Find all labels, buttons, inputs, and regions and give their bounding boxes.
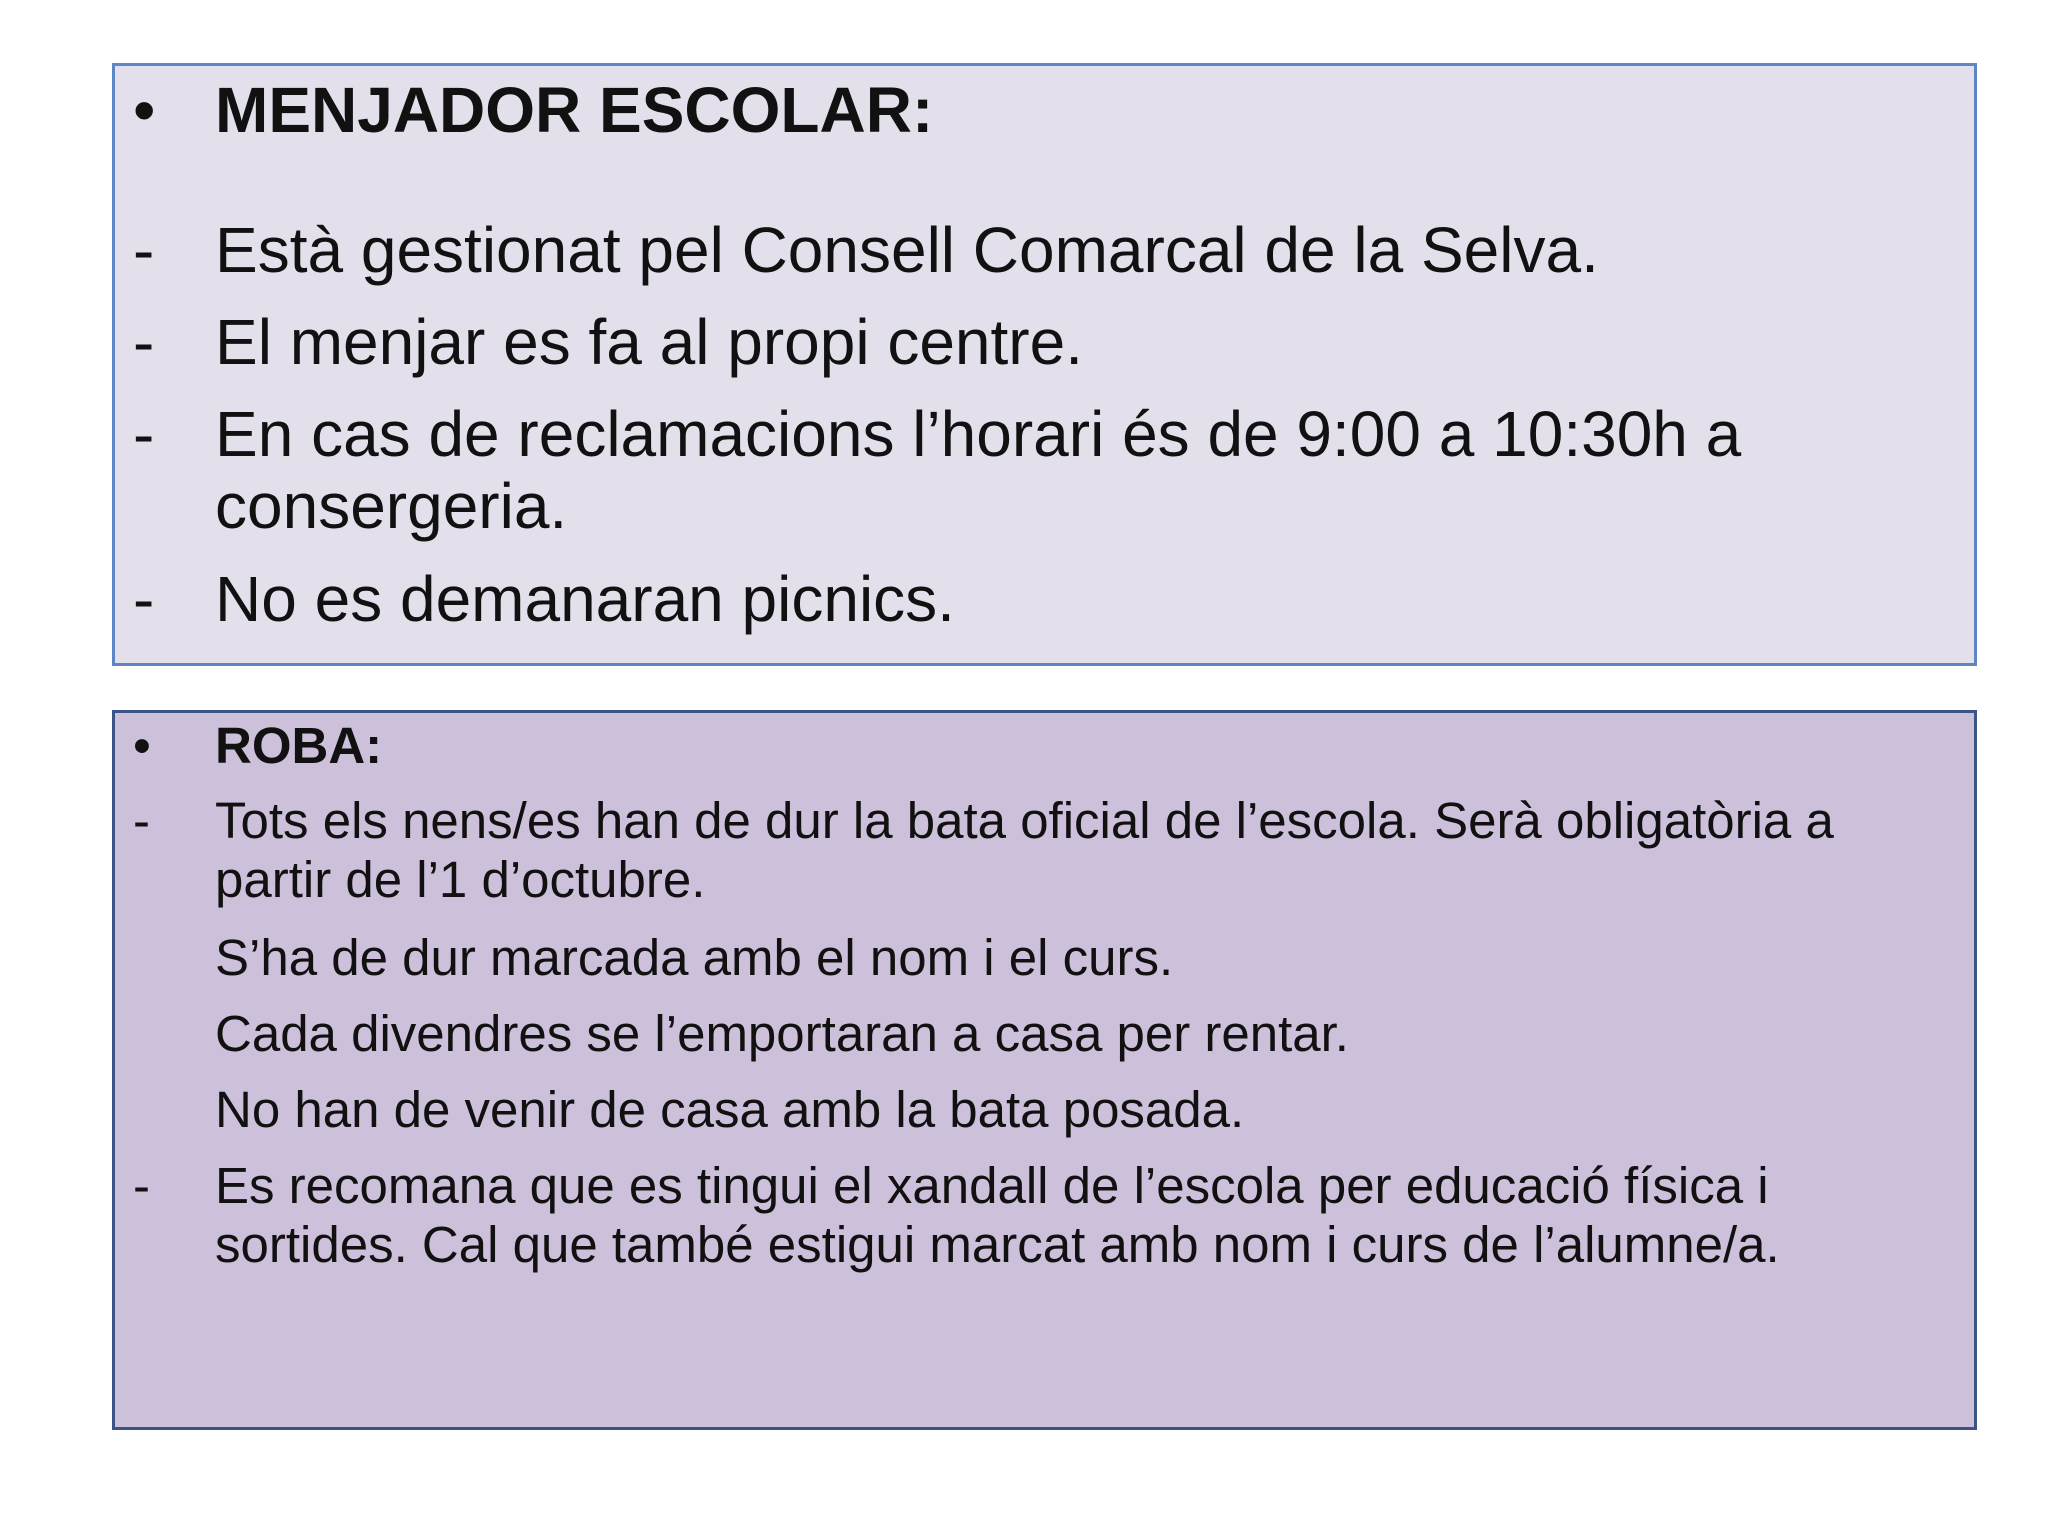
dash-marker: - xyxy=(133,398,155,470)
menjador-heading-text: MENJADOR ESCOLAR: xyxy=(215,74,934,146)
menjador-escolar-box xyxy=(112,63,1977,666)
dash-marker: - xyxy=(133,306,155,378)
menjador-item-text: El menjar es fa al propi centre. xyxy=(215,306,1083,378)
roba-item-text: No han de venir de casa amb la bata posada. xyxy=(215,1081,1245,1138)
menjador-item-text: No es demanaran picnics. xyxy=(215,563,955,635)
roba-box xyxy=(112,710,1977,1430)
bullet-marker: • xyxy=(133,74,156,146)
roba-item-text: S’ha de dur marcada amb el nom i el curs. xyxy=(215,929,1174,986)
dash-marker: - xyxy=(133,792,150,849)
dash-marker: - xyxy=(133,563,155,635)
bullet-marker: • xyxy=(133,717,151,774)
menjador-item-text: Està gestionat pel Consell Comarcal de la Selva. xyxy=(215,214,1599,286)
dash-marker: - xyxy=(133,214,155,286)
roba-heading-text: ROBA: xyxy=(215,717,383,774)
menjador-item-text: En cas de reclamacions l’horari és de 9:00 a 10:30h a consergeria. xyxy=(215,398,1742,542)
roba-item-text: Es recomana que es tingui el xandall de l’escola per educació física i sortides. Cal que també estigui marcat amb nom i curs de l’alumne/a. xyxy=(215,1157,1780,1273)
roba-item-text: Cada divendres se l’emportaran a casa per rentar. xyxy=(215,1005,1349,1062)
roba-item-text: Tots els nens/es han de dur la bata oficial de l’escola. Serà obligatòria a partir de l’1 d’octubre. xyxy=(215,792,1834,908)
dash-marker: - xyxy=(133,1157,150,1214)
